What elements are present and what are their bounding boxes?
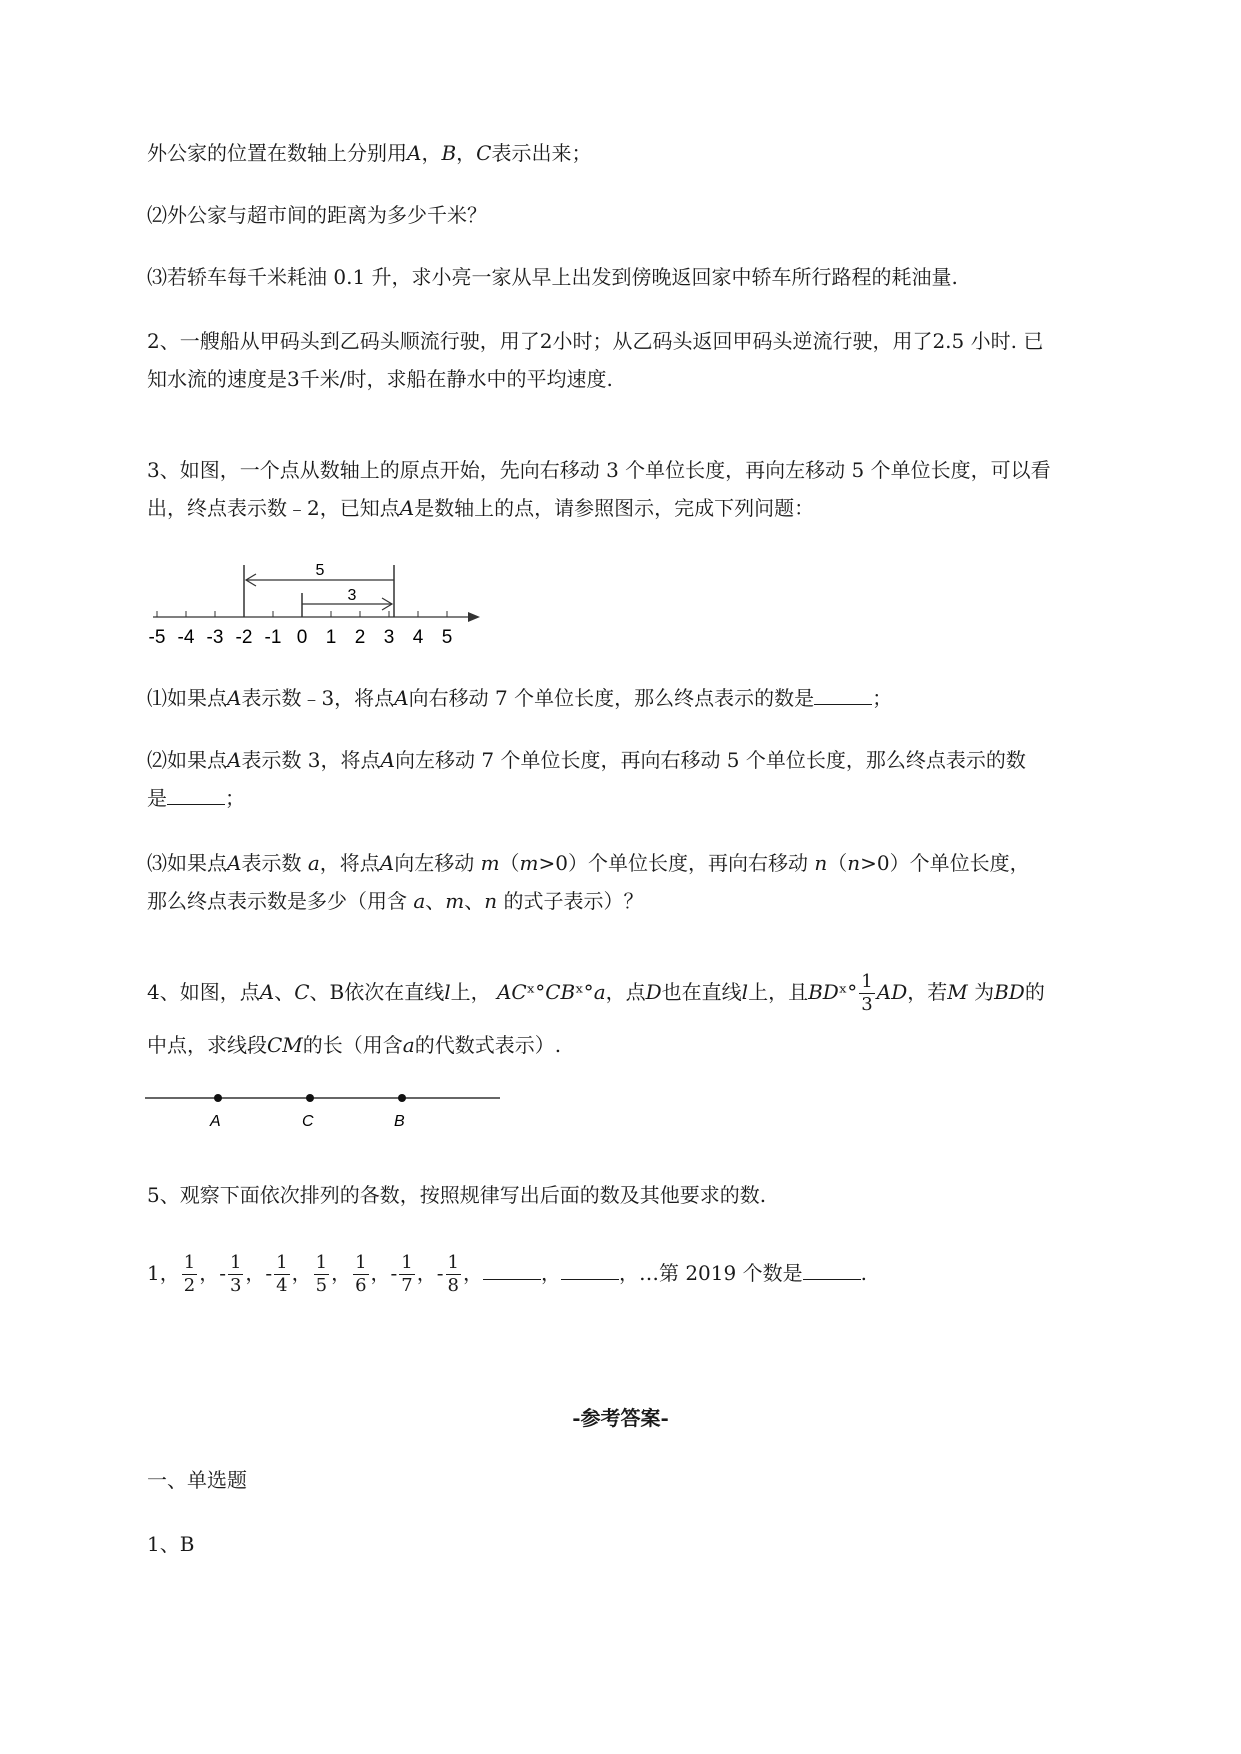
text: ， bbox=[618, 1261, 639, 1285]
text: ，将点 bbox=[319, 851, 380, 875]
segment-bd: BD bbox=[994, 980, 1025, 1004]
fraction bbox=[446, 1252, 461, 1297]
q3-sub1 bbox=[147, 683, 1147, 713]
var-a: a bbox=[413, 889, 426, 913]
line-l: l bbox=[444, 980, 451, 1004]
text: 上， bbox=[450, 980, 491, 1004]
numerator: 1 bbox=[276, 1252, 288, 1273]
text: 出，终点表示数﹣2，已知点 bbox=[147, 496, 400, 520]
text: ， bbox=[462, 1261, 483, 1285]
q3-sub3-line1 bbox=[147, 848, 1147, 878]
text: 表示数 3，将点 bbox=[241, 748, 381, 772]
text: ⑶如果点 bbox=[147, 851, 227, 875]
text: ； bbox=[225, 786, 245, 810]
section-heading: 一、单选题 bbox=[147, 1468, 247, 1492]
text: 向右移动 7 个单位长度，那么终点表示的数是 bbox=[408, 686, 815, 710]
q1-continuation: 外公家的位置在数轴上分别用A，B，C表示出来； bbox=[147, 141, 592, 165]
var-a: a bbox=[593, 980, 606, 1004]
fraction-one-third bbox=[859, 971, 874, 1016]
text: ， bbox=[370, 1261, 391, 1285]
text: 为 bbox=[974, 980, 995, 1004]
answer-blank[interactable] bbox=[561, 1261, 619, 1280]
text: ， bbox=[416, 1261, 437, 1285]
line-l: l bbox=[741, 980, 749, 1004]
tick-label: 1 bbox=[325, 627, 337, 648]
label-b: B bbox=[394, 1113, 405, 1130]
tick-label: -2 bbox=[235, 627, 253, 648]
text: ⑵如果点 bbox=[147, 748, 227, 772]
denominator: 2 bbox=[183, 1275, 196, 1296]
var-n: n bbox=[484, 889, 498, 913]
answer-blank[interactable] bbox=[803, 1261, 861, 1280]
var-m: m bbox=[480, 851, 500, 875]
q4-line2 bbox=[147, 1030, 1147, 1060]
text: 向左移动 7 个单位长度，再向右移动 5 个单位长度，那么终点表示的数 bbox=[395, 748, 1026, 772]
answer-blank[interactable] bbox=[167, 786, 225, 805]
q4-line1 bbox=[147, 970, 1147, 1016]
point-a: A bbox=[227, 851, 242, 875]
text: 的 bbox=[1024, 980, 1045, 1004]
q3-sub2-line2 bbox=[147, 783, 1147, 813]
var-m: m bbox=[519, 851, 539, 875]
text: ⑴如果点 bbox=[147, 686, 227, 710]
segment-bd: BD bbox=[808, 980, 839, 1004]
minus-sign: - bbox=[265, 1261, 273, 1285]
text: 中点，求线段 bbox=[147, 1033, 267, 1057]
var-a: a bbox=[402, 1033, 415, 1057]
tick-labels bbox=[149, 627, 453, 648]
q1-sub2: ⑵外公家与超市间的距离为多少千米？ bbox=[147, 203, 487, 227]
fraction bbox=[314, 1252, 329, 1297]
numerator: 1 bbox=[355, 1252, 367, 1273]
symbol: ˣ° bbox=[526, 980, 546, 1004]
text: 外公家的位置在数轴上分别用 bbox=[147, 141, 407, 165]
text: （ bbox=[827, 851, 848, 875]
label-c: C bbox=[302, 1113, 314, 1130]
var-n: n bbox=[847, 851, 861, 875]
q3-sub2-line1 bbox=[147, 745, 1147, 775]
text: 那么终点表示数是多少（用含 bbox=[147, 889, 407, 913]
text: 表示数 bbox=[241, 851, 302, 875]
text: 表示出来； bbox=[491, 141, 592, 165]
text: 上，且 bbox=[748, 980, 809, 1004]
q5-sequence bbox=[147, 1248, 1147, 1298]
number-line-figure bbox=[140, 555, 490, 655]
text: 、 bbox=[274, 980, 295, 1004]
point-m: M bbox=[947, 980, 968, 1004]
symbol: ˣ° bbox=[838, 980, 858, 1004]
dot-c bbox=[306, 1094, 314, 1102]
symbol: ˣ° bbox=[575, 980, 594, 1004]
number-line-axis bbox=[153, 612, 480, 622]
text: 、 bbox=[425, 889, 446, 913]
text: ， bbox=[291, 1261, 312, 1285]
text: （ bbox=[499, 851, 520, 875]
text: 是 bbox=[147, 786, 167, 810]
minus-sign: - bbox=[390, 1261, 398, 1285]
tick-label: -3 bbox=[206, 627, 224, 648]
fraction bbox=[182, 1252, 197, 1297]
text: ， bbox=[245, 1261, 266, 1285]
text: 的代数式表示）. bbox=[414, 1033, 562, 1057]
text: ， bbox=[199, 1261, 220, 1285]
var-a: a bbox=[307, 851, 320, 875]
numerator: 1 bbox=[861, 971, 873, 992]
var-m: m bbox=[445, 889, 465, 913]
q3-sub3-line2 bbox=[147, 886, 1147, 916]
point-b: B bbox=[441, 141, 457, 165]
text: ， bbox=[331, 1261, 352, 1285]
q5-line1: 5、观察下面依次排列的各数，按照规律写出后面的数及其他要求的数. bbox=[147, 1183, 767, 1207]
point-a: A bbox=[227, 686, 242, 710]
tick-label: 3 bbox=[383, 627, 395, 648]
minus-sign: - bbox=[436, 1261, 444, 1285]
segment-ad: AD bbox=[876, 980, 908, 1004]
denominator: 6 bbox=[355, 1275, 367, 1296]
text: 的式子表示）？ bbox=[503, 889, 644, 913]
segment-cm: CM bbox=[267, 1033, 303, 1057]
denominator: 7 bbox=[401, 1275, 413, 1296]
denominator: 3 bbox=[861, 994, 873, 1015]
denominator: 3 bbox=[229, 1275, 242, 1296]
text: 的长（用含 bbox=[302, 1033, 403, 1057]
line-acb-figure bbox=[140, 1085, 510, 1135]
answers-title: -参考答案- bbox=[572, 1406, 669, 1430]
denominator: 4 bbox=[276, 1275, 288, 1296]
numerator: 1 bbox=[447, 1252, 459, 1273]
numerator: 1 bbox=[401, 1252, 413, 1273]
text: 是数轴上的点，请参照图示，完成下列问题： bbox=[414, 496, 815, 520]
text: ，若 bbox=[907, 980, 948, 1004]
point-c: C bbox=[294, 980, 310, 1004]
answer-blank[interactable] bbox=[483, 1261, 541, 1280]
q3-line1: 3、如图，一个点从数轴上的原点开始，先向右移动 3 个单位长度，再向左移动 5 个单位长度，可以看 bbox=[147, 458, 1051, 482]
point-a: A bbox=[399, 496, 415, 520]
text: >0）个单位长度，再向右移动 bbox=[538, 851, 808, 875]
numerator: 1 bbox=[183, 1252, 196, 1273]
text: >0）个单位长度， bbox=[860, 851, 1030, 875]
q3-line2 bbox=[147, 493, 1147, 523]
tick-label: 4 bbox=[412, 627, 424, 648]
dot-a bbox=[214, 1094, 222, 1102]
fraction bbox=[353, 1252, 368, 1297]
text: ； bbox=[872, 686, 893, 710]
numerator: 1 bbox=[229, 1252, 242, 1273]
point-a: A bbox=[379, 851, 395, 875]
denominator: 5 bbox=[315, 1275, 328, 1296]
tick-label: -1 bbox=[264, 627, 282, 648]
text: . bbox=[860, 1261, 867, 1285]
text: 、 bbox=[464, 889, 485, 913]
text: ， bbox=[540, 1261, 561, 1285]
tick-label: 0 bbox=[296, 627, 308, 648]
point-a: A bbox=[380, 748, 395, 772]
label-3: 3 bbox=[347, 587, 357, 604]
fraction bbox=[399, 1252, 414, 1297]
text: 向左移动 bbox=[394, 851, 475, 875]
segment-cb: CB bbox=[545, 980, 576, 1004]
tick-label: 2 bbox=[354, 627, 366, 648]
point-a: A bbox=[394, 686, 409, 710]
point-c: C bbox=[476, 141, 492, 165]
point-a: A bbox=[259, 980, 275, 1004]
fraction bbox=[228, 1252, 243, 1297]
label-a: A bbox=[210, 1113, 221, 1130]
tick-label: -5 bbox=[148, 627, 166, 648]
answer-blank[interactable] bbox=[814, 686, 872, 705]
text: 4、如图，点 bbox=[147, 980, 260, 1004]
numerator: 1 bbox=[315, 1252, 328, 1273]
q1-sub3: ⑶若轿车每千米耗油 0.1 升，求小亮一家从早上出发到傍晚返回家中轿车所行路程的耗油量. bbox=[147, 265, 958, 289]
point-a: A bbox=[227, 748, 242, 772]
text: 表示数﹣3，将点 bbox=[241, 686, 395, 710]
text: 、B依次在直线 bbox=[309, 980, 445, 1004]
point-a: A bbox=[407, 141, 422, 165]
label-5: 5 bbox=[315, 562, 325, 579]
q2-line2: 知水流的速度是3千米/时，求船在静水中的平均速度. bbox=[147, 367, 613, 391]
fraction bbox=[274, 1252, 289, 1297]
point-d: D bbox=[645, 980, 662, 1004]
text: …第 2019 个数是 bbox=[638, 1261, 803, 1285]
text: 也在直线 bbox=[661, 980, 742, 1004]
text: 1， bbox=[147, 1261, 180, 1285]
dot-b bbox=[398, 1094, 406, 1102]
minus-sign: - bbox=[219, 1261, 226, 1285]
text: ，点 bbox=[605, 980, 646, 1004]
denominator: 8 bbox=[447, 1275, 459, 1296]
answer-1: 1、B bbox=[147, 1532, 195, 1556]
q2-line1: 2、一艘船从甲码头到乙码头顺流行驶，用了2小时；从乙码头返回甲码头逆流行驶，用了2.5 小时. 已 bbox=[147, 329, 1044, 353]
tick-label: 5 bbox=[441, 627, 453, 648]
tick-label: -4 bbox=[177, 627, 195, 648]
var-n: n bbox=[814, 851, 828, 875]
segment-ac: AC bbox=[496, 980, 527, 1004]
